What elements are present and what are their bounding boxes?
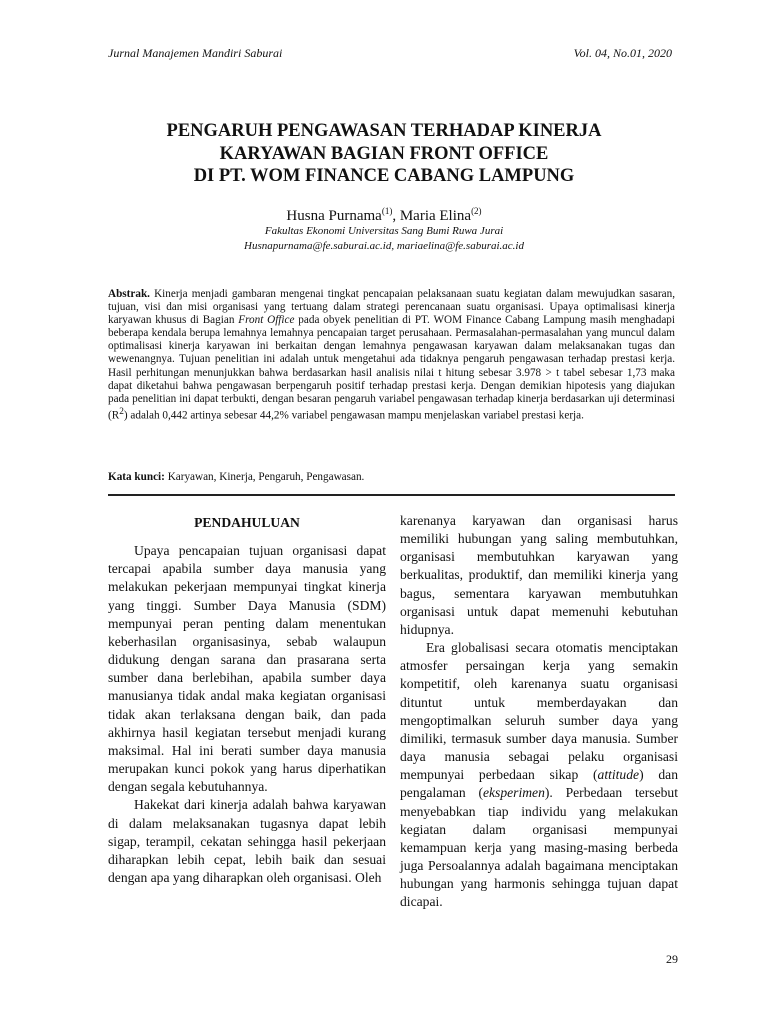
- abstract: [108, 288, 675, 423]
- paper-title: [80, 120, 688, 188]
- keywords-text: Karyawan, Kinerja, Pengaruh, Pengawasan.: [164, 471, 365, 483]
- author-affiliation-mark: (1): [381, 206, 393, 216]
- paragraph-text: Era globalisasi secara otomatis menciptakan atmosfer persaingan kerja yang semakin kompetitif, oleh karenanya suatu organisasi dituntut untuk memberdayakan dan mengoptimalkan seluruh sumber daya yang dimiliki, termasuk sumber daya manusia. Sumber daya manusia sebagai pelaku organisasi mempunyai perbedaan sikap (: [400, 640, 678, 783]
- affiliation-block: [0, 224, 768, 254]
- left-column: [108, 512, 386, 887]
- abstract-emphasis: Front Office: [238, 314, 295, 327]
- paragraph-emphasis: eksperimen: [482, 785, 545, 801]
- affiliation: Fakultas Ekonomi Universitas Sang Bumi Ruwa Jurai: [264, 225, 504, 237]
- author-list: [0, 206, 768, 225]
- abstract-label: Abstrak.: [108, 288, 150, 300]
- paragraph-text: ) dan pengalaman (: [400, 767, 678, 801]
- body-paragraph: Upaya pencapaian tujuan organisasi dapat tercapai apabila sumber daya manusia yang melakukan pekerjaan mempunyai tingkat kinerja yang tinggi. Sumber Daya Manusia (SDM) mempunyai peran penting dalam menentukan keberhasilan organisasinya, sebab walaupun didukung dengan sarana dan prasarana serta sumber dana berlebihan, apabila sumber daya manusianya tidak andal maka kegiatan organisasi tidak akan terlaksana dengan baik, dan pada akhirnya hasil kegiatan tersebut menjadi kurang maksimal. Hal ini berati sumber daya manusia merupakan kunci pokok yang harus diperhatikan dengan segala kebutuhannya.: [108, 543, 386, 795]
- keywords-label: Kata kunci:: [108, 471, 165, 483]
- abstract-text: Kinerja menjadi gambaran mengenai tingkat pencapaian pelaksanaan suatu kegiatan dalam mewujudkan sasaran, tujuan, visi dan misi organisasi yang tertuang dalam strategi perencanaan suatu organisasi. Upaya optimalisasi kinerja karyawan khusus di Bagian: [108, 288, 675, 327]
- volume-info: Vol. 04, No.01, 2020: [573, 46, 672, 60]
- right-column: [400, 512, 678, 911]
- author-emails: Husnapurnama@fe.saburai.ac.id, mariaelina@fe.saburai.ac.id: [244, 240, 524, 252]
- author-separator: ,: [392, 208, 400, 224]
- body-paragraph: Hakekat dari kinerja adalah bahwa karyawan di dalam melaksanakan tugasnya dapat lebih sigap, terampil, cekatan sehingga hasil pekerjaan diharapkan lebih cepat, lebih baik dan sesuai dengan apa yang diharapkan oleh organisasi. Oleh: [108, 797, 386, 885]
- page-number: 29: [666, 952, 678, 966]
- keywords: [108, 471, 675, 483]
- paragraph-emphasis: attitude: [597, 767, 640, 783]
- title-line: PENGARUH PENGAWASAN TERHADAP KINERJA: [166, 121, 602, 141]
- running-header: [108, 46, 672, 61]
- author-name: Maria Elina: [399, 208, 472, 224]
- journal-name: Jurnal Manajemen Mandiri Saburai: [108, 46, 283, 60]
- abstract-text: pada obyek penelitian di PT. WOM Finance Cabang Lampung masih menghadapi beberapa kendala berupa lemahnya lemahnya pencapaian target perusahaan. Permasalahan-permasalahan yang muncul dalam optimalisasi kinerja karyawan ini berkaitan dengan lemahnya pengawasan karyawan dalam melaksanakan tugas dan wewenangnya. Tujuan penelitian ini adalah untuk mengetahui ada tidaknya pengaruh pengawasan terhadap prestasi kerja. Hasil perhitungan menunjukkan bahwa berdasarkan hasil analisis nilai t hitung sebesar 3.978 > t tabel sebesar 1,73 maka dapat diketahui bahwa pengawasan berpengaruh positif terhadap prestasi kerja. Dengan demikian hipotesis yang diajukan pada penelitian ini dapat terbukti, dengan besaran pengaruh variabel pengawasan terhadap kinerja berdasarkan uji determinasi (R: [108, 314, 676, 422]
- title-line: DI PT. WOM FINANCE CABANG LAMPUNG: [193, 166, 575, 186]
- section-divider: [108, 494, 675, 496]
- body-paragraph: karenanya karyawan dan organisasi harus memiliki hubungan yang saling membutuhkan, organisasi membutuhkan karyawan yang berkualitas, produktif, dan memiliki kinerja yang bagus, sementara karyawan membutuhkan organisasi untuk dapat memenuhi kebutuhan hidupnya.: [400, 513, 678, 637]
- author-affiliation-mark: (2): [471, 206, 482, 216]
- title-line: KARYAWAN BAGIAN FRONT OFFICE: [219, 143, 549, 164]
- body-paragraph: [400, 639, 678, 911]
- section-heading: PENDAHULUAN: [194, 515, 300, 530]
- abstract-text: ) adalah 0,442 artinya sebesar 44,2% variabel pengawasan mampu menjelaskan variabel prestasi kerja.: [123, 409, 584, 422]
- paragraph-text: ). Perbedaan tersebut menyebabkan tiap individu yang melakukan kegiatan dalam organisasi mempunyai kemampuan kerja yang masing-masing berbeda juga Persoalannya adalah bagaimana menciptakan hubungan yang harmonis sehingga tujuan dapat dicapai.: [400, 785, 678, 910]
- author-name: Husna Purnama: [286, 208, 382, 224]
- abstract-superscript: 2: [119, 406, 124, 417]
